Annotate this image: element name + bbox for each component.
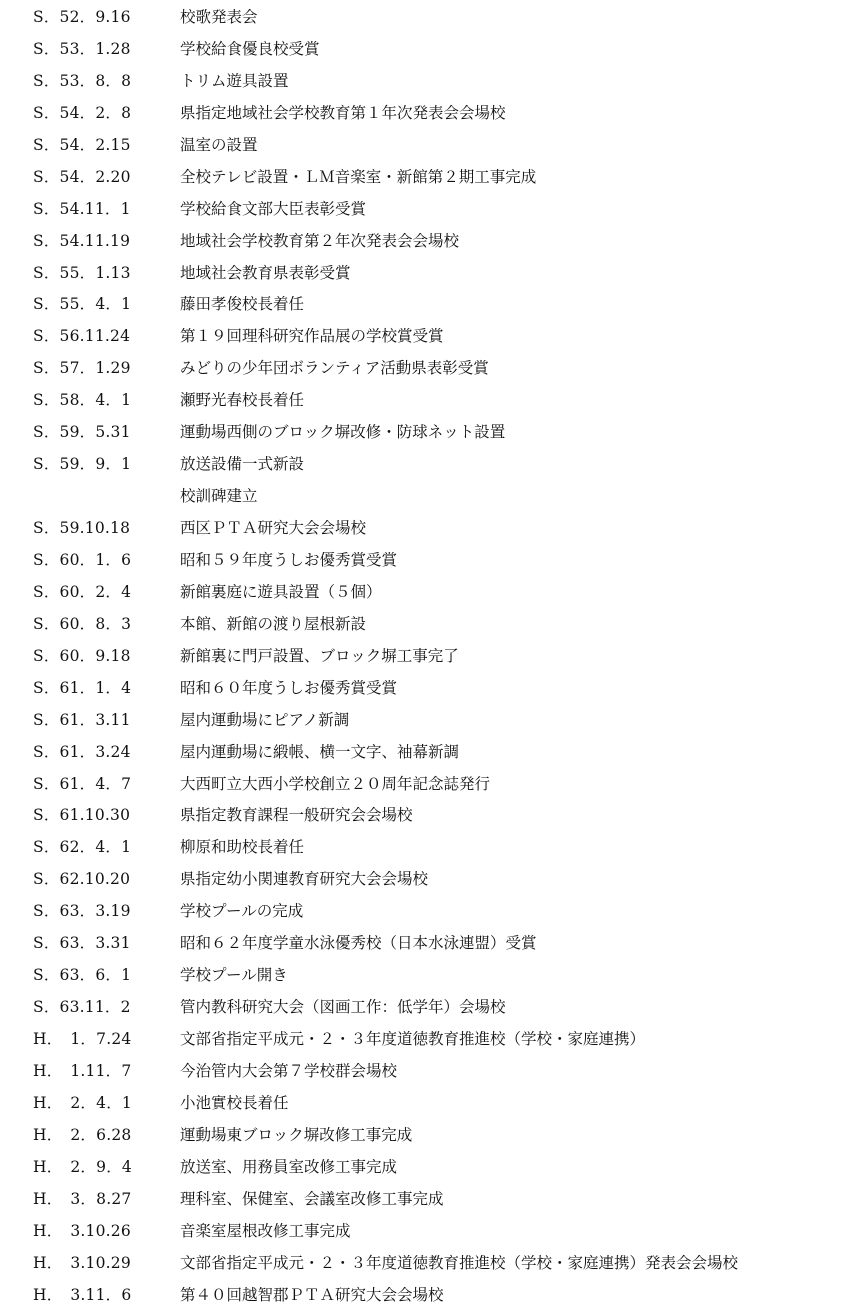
entry-event: 温室の設置 xyxy=(180,135,258,154)
entry-event: 運動場西側のブロック塀改修・防球ネット設置 xyxy=(180,423,506,442)
entry-event: 学校プールの完成 xyxy=(180,902,304,921)
timeline-entry xyxy=(0,289,868,321)
entry-event: 運動場東ブロック塀改修工事完成 xyxy=(180,1125,413,1144)
entry-event: 藤田孝俊校長着任 xyxy=(180,295,305,314)
entry-event: 県指定幼小関連教育研究大会会場校 xyxy=(180,870,429,889)
entry-event: 柳原和助校長着任 xyxy=(180,838,305,857)
timeline-entry xyxy=(0,417,868,449)
entry-event: 学校プール開き xyxy=(180,966,288,985)
timeline-entry xyxy=(0,353,868,385)
entry-date: S．63．3.31 xyxy=(33,934,131,953)
entry-event: 校歌発表会 xyxy=(180,8,258,26)
entry-date: S．58．4．1 xyxy=(33,391,132,410)
entry-date: S．59．5.31 xyxy=(33,423,131,442)
timeline-entry xyxy=(0,1088,868,1120)
entry-date: H． 2．9．4 xyxy=(33,1157,132,1176)
entry-event: 小池實校長着任 xyxy=(180,1093,289,1112)
timeline-entry xyxy=(0,1152,868,1184)
timeline-entry xyxy=(0,545,868,577)
entry-event: 文部省指定平成元・２・３年度道徳教育推進校（学校・家庭連携） xyxy=(180,1030,646,1048)
timeline-entry xyxy=(0,66,868,98)
timeline-entry xyxy=(0,226,868,258)
entry-event: 文部省指定平成元・２・３年度道徳教育推進校（学校・家庭連携）発表会会場校 xyxy=(180,1253,739,1272)
entry-date: H． 3．8.27 xyxy=(33,1189,132,1208)
timeline-entry xyxy=(0,577,868,609)
entry-date: S．57．1.29 xyxy=(33,359,131,378)
entry-event: 地域社会教育県表彰受賞 xyxy=(180,263,351,282)
entry-event: 管内教科研究大会（図画工作：低学年）会場校 xyxy=(180,998,506,1017)
timeline-entry xyxy=(0,609,868,641)
entry-event: 屋内運動場に緞帳、横一文字、袖幕新調 xyxy=(180,742,460,761)
entry-date: S．60．2．4 xyxy=(33,582,132,601)
entry-date: S．63．3.19 xyxy=(33,902,131,921)
entry-event: 新館裏に門戸設置、ブロック塀工事完了 xyxy=(180,646,459,665)
entry-date: S．53．1.28 xyxy=(33,39,131,58)
entry-date: S．61.10.30 xyxy=(33,806,131,825)
timeline-entry xyxy=(0,641,868,673)
timeline-entry xyxy=(0,960,868,992)
entry-event: 屋内運動場にピアノ新調 xyxy=(180,710,350,729)
timeline-entry xyxy=(0,1056,868,1088)
entry-date: H． 3.11．6 xyxy=(33,1285,132,1304)
entry-event: 放送設備一式新設 xyxy=(180,455,305,474)
timeline-entry xyxy=(0,481,868,513)
entry-event: 瀬野光春校長着任 xyxy=(180,391,305,410)
entry-event: 第４０回越智郡ＰＴＡ研究大会会場校 xyxy=(180,1285,444,1304)
entry-date: H． 1.11．7 xyxy=(33,1061,132,1080)
timeline-entry xyxy=(0,1024,868,1056)
entry-date: S．56.11.24 xyxy=(33,327,131,346)
timeline-entry xyxy=(0,34,868,66)
entry-date: S．62．4．1 xyxy=(33,838,132,857)
entry-date: S．55．4．1 xyxy=(33,295,132,314)
entry-date: S．60．8．3 xyxy=(33,614,132,633)
timeline-entry xyxy=(0,992,868,1024)
entry-event: 本館、新館の渡り屋根新設 xyxy=(180,614,367,633)
entry-event: 地域社会学校教育第２年次発表会会場校 xyxy=(180,231,460,250)
entry-date: S．53．8．8 xyxy=(33,71,132,90)
entry-date: S．60．9.18 xyxy=(33,646,131,665)
entry-date: S．61．4．7 xyxy=(33,774,132,793)
timeline-entry xyxy=(0,385,868,417)
entry-event: みどりの少年団ボランティア活動県表彰受賞 xyxy=(180,359,489,378)
timeline-entry xyxy=(0,162,868,194)
entry-event: 校訓碑建立 xyxy=(180,487,258,506)
entry-date: S．61．1．4 xyxy=(33,678,132,697)
entry-event: 昭和６０年度うしお優秀賞受賞 xyxy=(180,678,398,697)
entry-event: 学校給食文部大臣表彰受賞 xyxy=(180,199,367,218)
entry-event: 放送室、用務員室改修工事完成 xyxy=(180,1157,398,1176)
entry-date: S．61．3.24 xyxy=(33,742,131,761)
timeline-entry xyxy=(0,832,868,864)
timeline-entry xyxy=(0,449,868,481)
entry-event: 全校テレビ設置・ＬＭ音楽室・新館第２期工事完成 xyxy=(180,167,537,186)
entry-date: H． 2．4．1 xyxy=(33,1093,132,1112)
timeline-entry xyxy=(0,928,868,960)
entry-date: S．55．1.13 xyxy=(33,263,131,282)
entry-event: トリム遊具設置 xyxy=(180,71,289,90)
entry-date: S．54．2．8 xyxy=(33,103,132,122)
entry-event: 大西町立大西小学校創立２０周年記念誌発行 xyxy=(180,774,491,793)
timeline-entry xyxy=(0,321,868,353)
timeline-entry xyxy=(0,864,868,896)
timeline-entry xyxy=(0,513,868,545)
timeline-entry xyxy=(0,1184,868,1216)
timeline-entry xyxy=(0,258,868,290)
entry-date: H． 3.10.26 xyxy=(33,1221,131,1240)
entry-date: S．54.11.19 xyxy=(33,231,131,250)
entry-date: S．63.11．2 xyxy=(33,998,131,1017)
timeline-entry xyxy=(0,1120,868,1152)
entry-event: 県指定教育課程一般研究会会場校 xyxy=(180,806,413,825)
entry-event: 昭和６２年度学童水泳優秀校（日本水泳連盟）受賞 xyxy=(180,934,537,953)
entry-event: 第１９回理科研究作品展の学校賞受賞 xyxy=(180,327,444,346)
timeline-entry xyxy=(0,1248,868,1280)
entry-date: S．54.11．1 xyxy=(33,199,131,218)
entry-date: S．62.10.20 xyxy=(33,870,131,889)
entry-event: 西区ＰＴＡ研究大会会場校 xyxy=(180,519,367,537)
entry-date: S．61．3.11 xyxy=(33,710,131,729)
entry-date: H． 3.10.29 xyxy=(33,1253,131,1272)
entry-date: S．60．1．6 xyxy=(33,550,132,569)
entry-date: S．59.10.18 xyxy=(33,519,131,537)
entry-event: 新館裏庭に遊具設置（５個） xyxy=(180,582,382,601)
timeline-entry xyxy=(0,737,868,769)
entry-date: S．59．9．1 xyxy=(33,455,132,474)
entry-date: S．54．2.15 xyxy=(33,135,131,154)
entry-event: 県指定地域社会学校教育第１年次発表会会場校 xyxy=(180,103,506,122)
timeline-entry xyxy=(0,130,868,162)
history-timeline xyxy=(0,2,868,1311)
timeline-entry xyxy=(0,673,868,705)
timeline-entry xyxy=(0,1216,868,1248)
entry-event: 昭和５９年度うしお優秀賞受賞 xyxy=(180,550,398,569)
entry-event: 音楽室屋根改修工事完成 xyxy=(180,1221,351,1240)
entry-date: S．63．6．1 xyxy=(33,966,132,985)
timeline-entry xyxy=(0,800,868,832)
entry-date: H． 2．6.28 xyxy=(33,1125,132,1144)
timeline-entry xyxy=(0,1280,868,1312)
entry-date: S．54．2.20 xyxy=(33,167,131,186)
entry-date: S．52．9.16 xyxy=(33,8,131,26)
timeline-entry xyxy=(0,705,868,737)
entry-event: 今治管内大会第７学校群会場校 xyxy=(180,1061,398,1080)
timeline-entry xyxy=(0,98,868,130)
timeline-entry xyxy=(0,769,868,801)
timeline-entry xyxy=(0,896,868,928)
entry-date: H． 1．7.24 xyxy=(33,1030,132,1048)
entry-event: 学校給食優良校受賞 xyxy=(180,39,320,58)
timeline-entry xyxy=(0,2,868,34)
timeline-entry xyxy=(0,194,868,226)
entry-event: 理科室、保健室、会議室改修工事完成 xyxy=(180,1189,444,1208)
